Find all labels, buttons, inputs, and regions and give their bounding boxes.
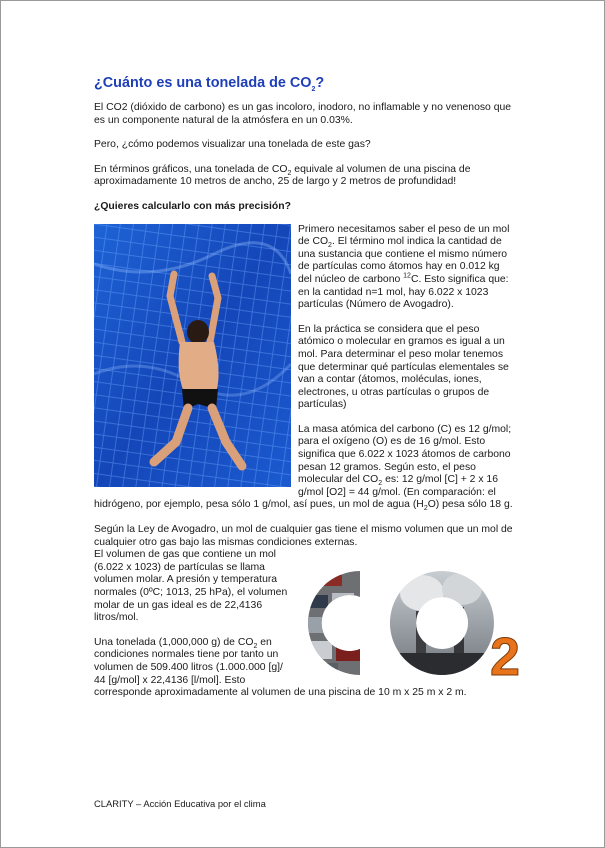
practice-paragraph: En la práctica se considera que el peso atómico o molecular en gramos es igual a un mol. Para determinar el peso molar tenemos que determinar qué partículas elementales se van a contar (átomos, moléculas, iones, electrones, u otras partículas o grupos de partículas): [298, 323, 509, 411]
page-title: ¿Cuánto es una tonelada de $CO_2$?: [94, 75, 325, 93]
intro-paragraph-1: El CO2 (dióxido de carbono) es un gas incoloro, inodoro, no inflamable y no venenoso que es un componente natural de la atmósfera en un 0.03%.: [94, 102, 512, 126]
co2-subscript-2: 2: [490, 627, 521, 684]
document-content: [94, 74, 521, 712]
avogadro-paragraph: Según la Ley de Avogadro, un mol de cualquier gas tiene el mismo volumen que un mol de cualquier otro gas bajo las mismas condiciones externas.: [94, 524, 513, 548]
page-footer: CLARITY – Acción Educativa por el clima: [94, 798, 266, 809]
mass-paragraph: La masa atómica del carbono (C) es 12 g/mol; para el oxígeno (O) es de 16 g/mol. Esto significa que 6.022 x 1023 átomos de carbono pesan 12 gramos. Según esto, el peso molecular del $CO_2$ es: 12 g/mol [C] + 2 x 16 g/mol [O2] = 44 g/mol. (En comparación: el hidrógeno, por ejemplo, pesa sólo 1 g/mol, así pues, un mol de agua $(H_2O)$ pesa sólo 18 g.: [94, 423, 513, 513]
molar-volume-paragraph: El volumen de gas que contiene un mol (6.022 x 1023) de partículas se llama volumen molar. A presión y temperatura normales (0ºC; 1013, 25 hPa), el volumen molar de un gas ideal es de 22,4136 litros/mol.: [94, 549, 288, 624]
swimmer-pool-photo: [94, 224, 291, 487]
intro-paragraph-3: En términos gráficos, una tonelada de $CO_2$ equivale al volumen de una piscina de aproximadamente 10 metros de ancho, 25 de largo y 2 metros de profundidad!: [94, 163, 471, 188]
co2-traffic-graphic: [302, 563, 524, 683]
mol-paragraph: Primero necesitamos saber el peso de un mol de $CO_2$. El término mol indica la cantidad de una sustancia que contiene el mismo número de partículas como átomos hay en 0.012 kg del núcleo de carbono $^{12}$C. Esto significa que: en la cantidad n=1 mol, hay 6.022 x 1023 partículas (Número de Avogadro).: [298, 223, 510, 311]
section-subheading: ¿Quieres calcularlo con más precisión?: [94, 200, 291, 212]
tonne-volume-paragraph: Una tonelada (1,000,000 g) de $CO_2$ en condiciones normales tiene por tanto un volumen de 509.400 litros (1.000.000 [g]/ 44 [g/mol] x 22,4136 [l/mol]. Esto corresponde aproximadamente al volumen de una piscina de 10 m x 25 m x 2 m.: [94, 636, 467, 699]
intro-paragraph-2: Pero, ¿cómo podemos visualizar una tonelada de este gas?: [94, 139, 371, 151]
